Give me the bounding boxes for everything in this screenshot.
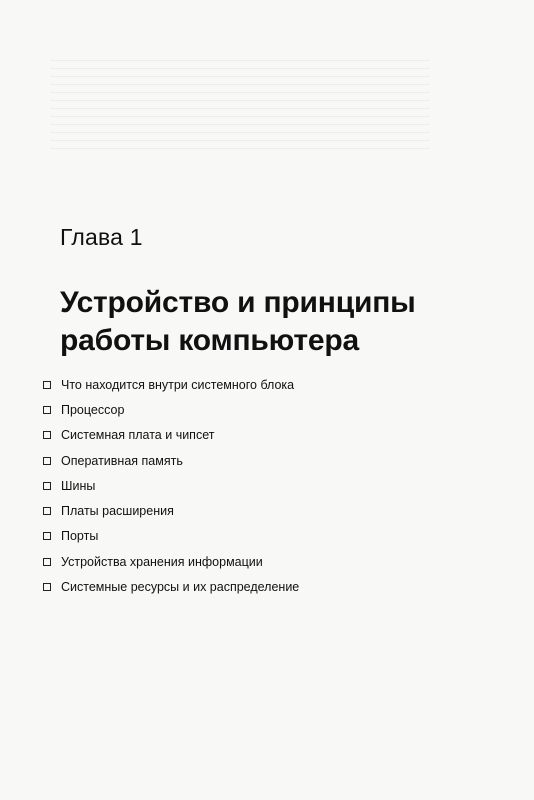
topic-item xyxy=(43,549,299,574)
topic-text: Порты xyxy=(61,529,99,544)
topic-item xyxy=(43,473,299,498)
chapter-title-line-1: Устройство и принципы xyxy=(60,286,416,319)
topic-text: Оперативная память xyxy=(61,453,183,468)
topic-item xyxy=(43,574,299,599)
topic-item xyxy=(43,498,299,523)
checkbox-square-icon xyxy=(43,381,51,389)
checkbox-square-icon xyxy=(43,507,51,515)
checkbox-square-icon xyxy=(43,482,51,490)
topic-item xyxy=(43,524,299,549)
topic-item xyxy=(43,423,299,448)
topic-text: Системная плата и чипсет xyxy=(61,428,215,443)
checkbox-square-icon xyxy=(43,583,51,591)
checkbox-square-icon xyxy=(43,532,51,540)
topic-text: Системные ресурсы и их распределение xyxy=(61,580,300,595)
topic-item xyxy=(43,397,299,422)
topic-item xyxy=(43,372,299,397)
topic-text: Процессор xyxy=(61,402,125,417)
topic-text: Что находится внутри системного блока xyxy=(61,377,295,392)
checkbox-square-icon xyxy=(43,457,51,465)
show-through-text xyxy=(50,60,430,150)
checkbox-square-icon xyxy=(43,558,51,566)
checkbox-square-icon xyxy=(43,431,51,439)
topic-text: Устройства хранения информации xyxy=(61,554,263,569)
chapter-topic-list xyxy=(43,372,299,600)
chapter-title xyxy=(60,284,470,360)
topic-text: Платы расширения xyxy=(61,504,174,519)
chapter-label: Глава 1 xyxy=(60,224,143,250)
checkbox-square-icon xyxy=(43,406,51,414)
chapter-title-line-2: работы компьютера xyxy=(60,324,359,357)
topic-item xyxy=(43,448,299,473)
topic-text: Шины xyxy=(61,478,96,493)
